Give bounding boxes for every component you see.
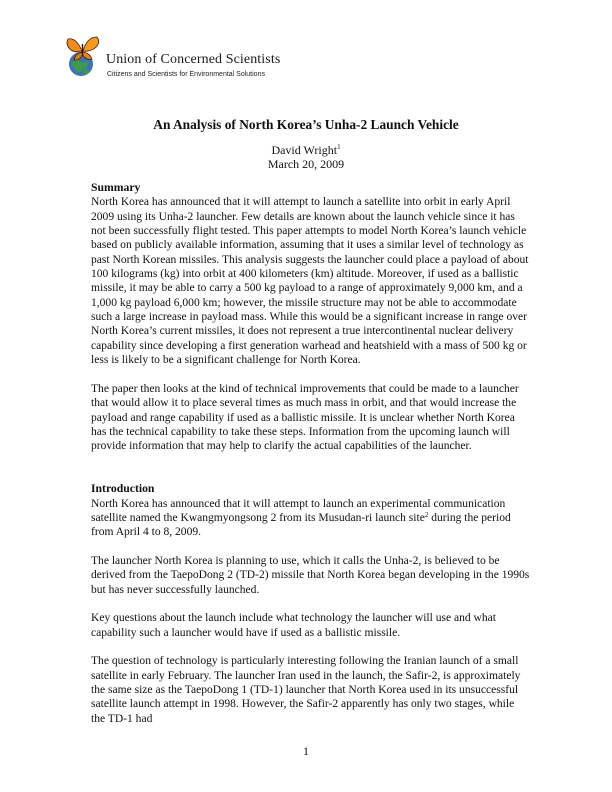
org-name: Union of Concerned Scientists: [106, 52, 281, 67]
summary-heading: Summary: [91, 181, 141, 194]
org-tagline: Citizens and Scientists for Environmental Solutions: [107, 71, 265, 78]
introduction-paragraph-4: The question of technology is particularly interesting following the Iranian launch of a small satellite in early February. The launcher Iran used in the launch, the Safir-2, is approximately the same size as the TaepoDong 1 (TD-1) launcher that North Korea used in its unsuccessful satellite launch attempt in 1998. However, the Safir-2 apparently has only two stages, while the TD-1 had: [91, 655, 521, 725]
introduction-paragraph-1: North Korea has announced that it will attempt to launch an experimental communication satellite named the Kwangmyongsong 2 from its Musudan-ri launch site$^2$ during the period from April 4 to 8, 2009.: [91, 497, 511, 539]
introduction-paragraph-2: The launcher North Korea is planning to use, which it calls the Unha-2, is believed to be derived from the TaepoDong 2 (TD-2) missile that North Korea began developing in the 1990s but has never successfully launched.: [91, 554, 530, 596]
paper-body: [91, 181, 531, 726]
introduction-heading: Introduction: [91, 482, 155, 496]
paper-title: An Analysis of North Korea’s Unha-2 Launch Vehicle: [153, 117, 459, 132]
butterfly-globe-icon: [64, 34, 104, 80]
introduction-paragraph-3: Key questions about the launch include what technology the launcher will use and what capability such a launcher would have if used as a ballistic missile.: [91, 612, 496, 639]
page-number: 1: [303, 744, 309, 758]
summary-paragraph-2: The paper then looks at the kind of technical improvements that could be made to a launcher that would allow it to place several times as much mass in orbit, and that would increase the payload and range capability if used as a ballistic missile. It is unclear whether North Korea has the technical capability to take these steps. Information from the upcoming launch will provide information that may help to clarify the actual capabilities of the launcher.: [91, 382, 519, 453]
summary-paragraph-1: North Korea has announced that it will attempt to launch a satellite into orbit in early April 2009 using its Unha-2 launcher. Few details are known about the launch vehicle since it has not been successfully flight tested. This paper attempts to model North Korea’s launch vehicle based on publicly available information, assuming that it uses a similar level of technology as past North Korean missiles. This analysis suggests the launcher could place a payload of about 100 kilograms (kg) into orbit at 400 kilometers (km) altitude. Moreover, if used as a ballistic missile, it may be able to carry a 500 kg payload to a range of approximately 9,000 km, and a 1,000 kg payload 6,000 km; however, the missile structure may not be able to accommodate such a large increase in payload mass. While this would be a significant increase in range over North Korea’s current missiles, it does not represent a true intercontinental nuclear delivery capability since developing a first generation warhead and heatshield with a mass of 500 kg or less is likely to be a significant challenge for North Korea.: [91, 196, 529, 367]
author-name: David Wright: [271, 143, 338, 157]
ucs-logo: [64, 34, 304, 84]
footnote-marker: 2: [424, 510, 429, 519]
byline: [0, 143, 612, 171]
publication-date: March 20, 2009: [267, 157, 345, 171]
author-footnote-marker: 1: [337, 143, 341, 151]
